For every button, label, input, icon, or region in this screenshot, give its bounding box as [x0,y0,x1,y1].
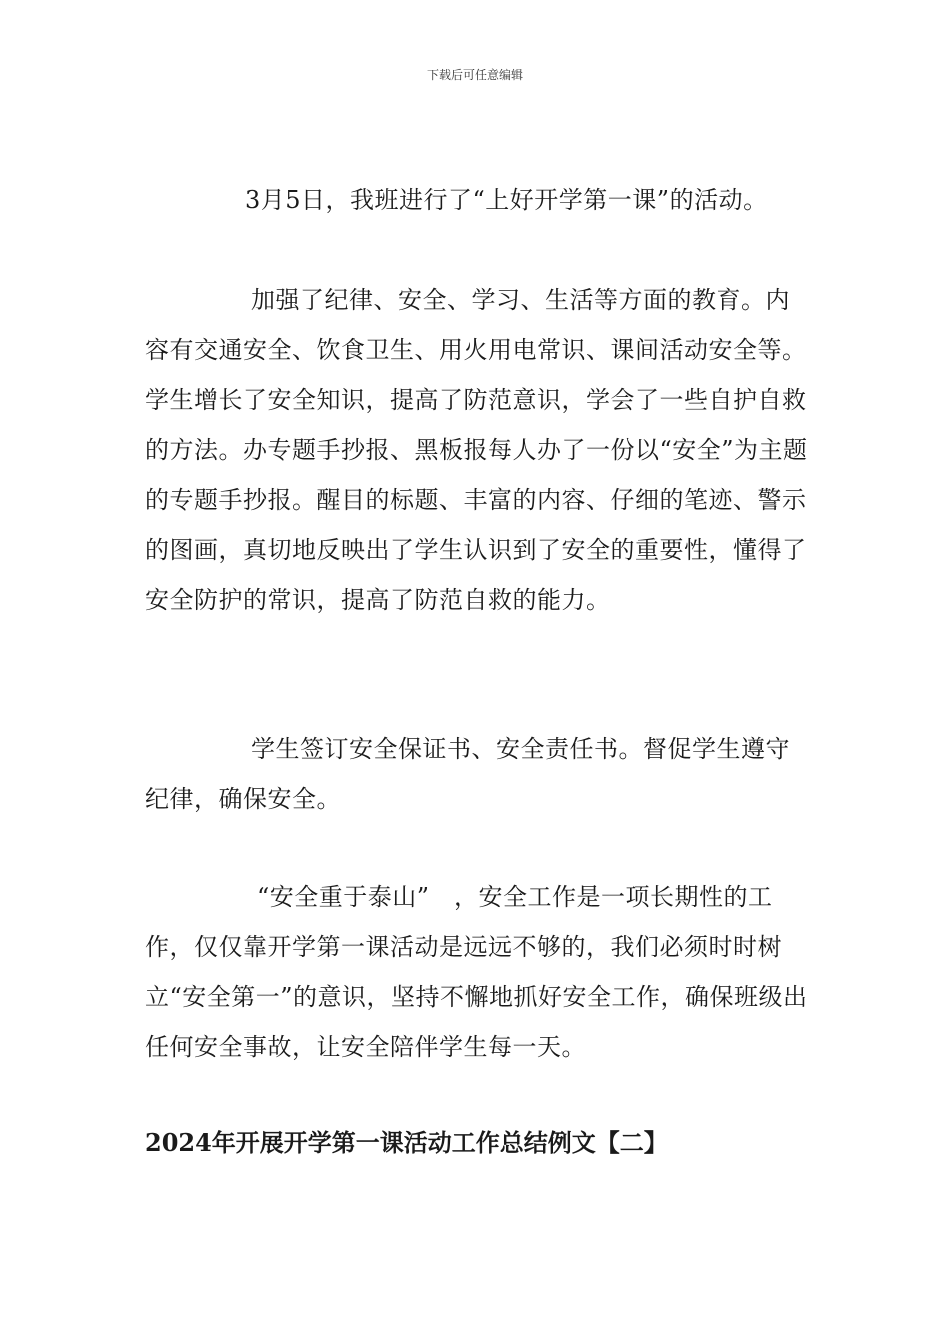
section-heading: 2024年开展开学第一课活动工作总结例文【二】 [145,1128,668,1157]
paragraph-education-content: 加强了纪律、安全、学习、生活等方面的教育。内容有交通安全、饮食卫生、用火用电常识、课间活动安全等。学生增长了安全知识，提高了防范意识，学会了一些自护自救的方法。办专题手抄报、黑板报每人办了一份以“安全”为主题的专题手抄报。醒目的标题、丰富的内容、仔细的笔迹、警示的图画，真切地反映出了学生认识到了安全的重要性，懂得了安全防护的常识，提高了防范自救的能力。 [145,286,808,614]
paragraph-date-activity: 3月5日，我班进行了“上好开学第一课”的活动。 [245,186,768,214]
paragraph-safety-first: “安全重于泰山” ，安全工作是一项长期性的工作，仅仅靠开学第一课活动是远远不够的，我们必须时时树立“安全第一”的意识，坚持不懈地抓好安全工作，确保班级出任何安全事故，让安全陪伴学生每一天。 [145,883,808,1061]
page-header-note: 下载后可任意编辑 [426,68,523,82]
paragraph-safety-pledge: 学生签订安全保证书、安全责任书。督促学生遵守纪律，确保安全。 [145,735,790,813]
